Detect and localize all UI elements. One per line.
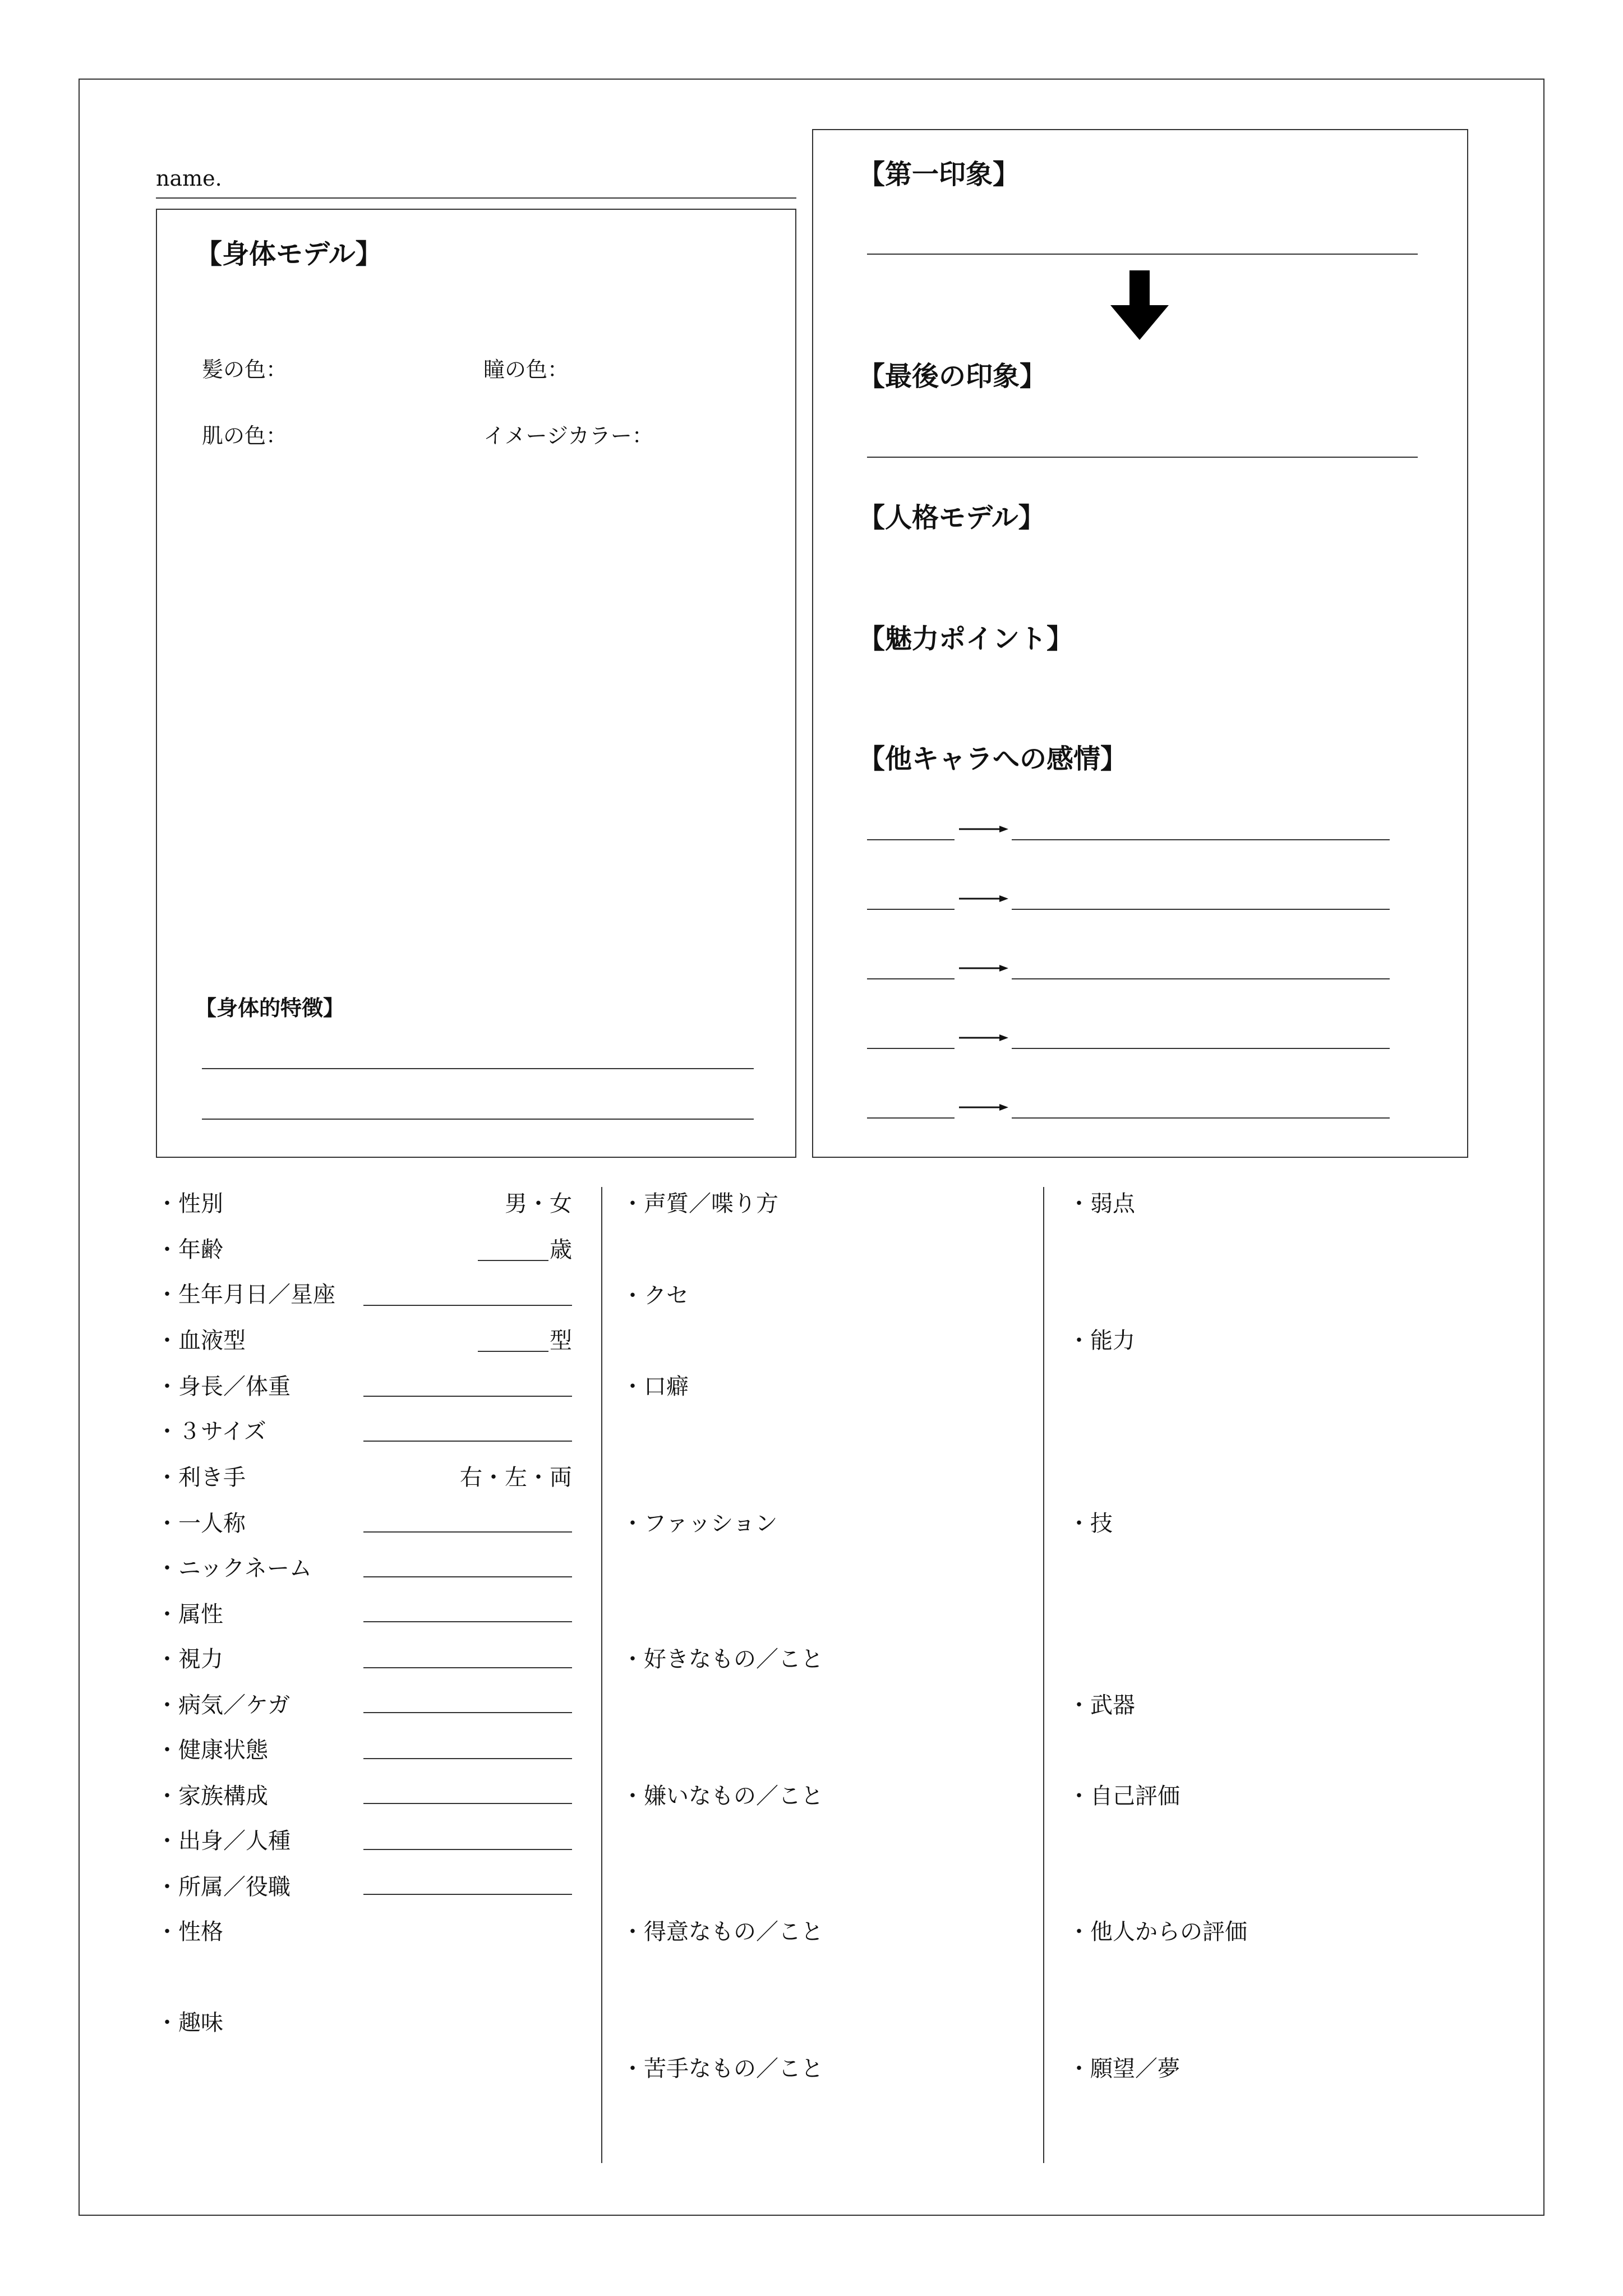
nickname-label: ・ニックネーム [156, 1556, 312, 1581]
dominant-hand-value[interactable]: 右・左・両 [460, 1465, 572, 1490]
relation-feeling-line[interactable] [1012, 1048, 1390, 1049]
catchphrase-label: ・口癖 [621, 1374, 689, 1400]
right-arrow-icon [959, 1102, 1008, 1113]
dislikes-label: ・嫌いなもの／こと [621, 1783, 823, 1809]
personality-label: ・性格 [156, 1919, 223, 1945]
relation-name-line[interactable] [867, 839, 955, 840]
health-label: ・健康状態 [156, 1737, 268, 1763]
relation-feeling-line[interactable] [1012, 978, 1390, 979]
likes-label: ・好きなもの／こと [621, 1646, 823, 1672]
technique-label: ・技 [1068, 1511, 1113, 1536]
relation-row [867, 823, 1394, 840]
illness-injury-input-line[interactable] [363, 1712, 572, 1713]
last-impression-line[interactable] [867, 457, 1418, 458]
blood-type-label: ・血液型 [156, 1328, 246, 1354]
first-impression-title: 【第一印象】 [858, 159, 1020, 190]
column-divider [1043, 1187, 1044, 2163]
eyesight-input-line[interactable] [363, 1667, 572, 1668]
illness-injury-label: ・病気／ケガ [156, 1692, 291, 1718]
hobby-label: ・趣味 [156, 2010, 223, 2036]
affiliation-label: ・所属／役職 [156, 1874, 291, 1900]
attribute-label: ・属性 [156, 1602, 223, 1627]
origin-race-label: ・出身／人種 [156, 1828, 291, 1854]
age-suffix: 歳 [550, 1237, 572, 1263]
down-arrow-icon [1110, 270, 1169, 340]
last-impression-title: 【最後の印象】 [858, 361, 1047, 392]
three-sizes-label: ・３サイズ [156, 1419, 266, 1444]
right-arrow-icon [959, 893, 1008, 904]
relation-row [867, 1032, 1394, 1049]
gender-label: ・性別 [156, 1191, 223, 1217]
relation-row [867, 963, 1394, 979]
height-weight-input-line[interactable] [363, 1396, 572, 1397]
name-input-line[interactable] [156, 197, 796, 199]
relation-feeling-line[interactable] [1012, 909, 1390, 910]
good-at-label: ・得意なもの／こと [621, 1919, 823, 1945]
blood-type-input-line[interactable] [478, 1351, 548, 1352]
physical-features-line[interactable] [202, 1068, 754, 1069]
skin-color-label: 肌の色： [202, 424, 288, 448]
gender-value[interactable]: 男・女 [505, 1191, 572, 1217]
relation-row [867, 1102, 1394, 1119]
physical-features-line[interactable] [202, 1119, 754, 1120]
attribute-input-line[interactable] [363, 1621, 572, 1622]
first-person-input-line[interactable] [363, 1531, 572, 1533]
others-evaluation-label: ・他人からの評価 [1068, 1919, 1247, 1945]
wish-dream-label: ・願望／夢 [1068, 2056, 1180, 2082]
three-sizes-input-line[interactable] [363, 1441, 572, 1442]
feelings-others-title: 【他キャラへの感情】 [858, 743, 1128, 775]
self-evaluation-label: ・自己評価 [1068, 1783, 1180, 1809]
column-divider [601, 1187, 602, 2163]
height-weight-label: ・身長／体重 [156, 1374, 291, 1400]
image-color-label: イメージカラー： [483, 424, 653, 448]
personality-model-title: 【人格モデル】 [858, 502, 1045, 533]
name-label: name. [156, 166, 222, 191]
first-impression-line[interactable] [867, 254, 1418, 255]
birthday-label: ・生年月日／星座 [156, 1282, 335, 1308]
health-input-line[interactable] [363, 1758, 572, 1759]
family-input-line[interactable] [363, 1803, 572, 1804]
relation-name-line[interactable] [867, 1117, 955, 1119]
eyesight-label: ・視力 [156, 1646, 223, 1672]
age-input-line[interactable] [478, 1260, 548, 1261]
relation-row [867, 893, 1394, 910]
voice-speech-label: ・声質／喋り方 [621, 1191, 778, 1217]
dominant-hand-label: ・利き手 [156, 1465, 246, 1490]
habit-label: ・クセ [621, 1283, 689, 1309]
relation-feeling-line[interactable] [1012, 1117, 1390, 1119]
body-model-title: 【身体モデル】 [195, 238, 382, 270]
relation-feeling-line[interactable] [1012, 839, 1390, 840]
right-arrow-icon [959, 823, 1008, 835]
fashion-label: ・ファッション [621, 1511, 778, 1536]
first-person-label: ・一人称 [156, 1511, 246, 1536]
age-label: ・年齢 [156, 1237, 223, 1263]
relation-name-line[interactable] [867, 1048, 955, 1049]
right-arrow-icon [959, 963, 1008, 974]
relation-name-line[interactable] [867, 978, 955, 979]
physical-features-title: 【身体的特徴】 [195, 995, 345, 1020]
blood-type-suffix: 型 [550, 1328, 572, 1354]
origin-race-input-line[interactable] [363, 1849, 572, 1850]
nickname-input-line[interactable] [363, 1576, 572, 1577]
relation-name-line[interactable] [867, 909, 955, 910]
ability-label: ・能力 [1068, 1328, 1135, 1354]
weapon-label: ・武器 [1068, 1692, 1135, 1718]
impressions-box [812, 129, 1468, 1158]
bad-at-label: ・苦手なもの／こと [621, 2056, 823, 2082]
body-model-box [156, 209, 796, 1158]
family-label: ・家族構成 [156, 1783, 268, 1809]
birthday-input-line[interactable] [363, 1305, 572, 1306]
right-arrow-icon [959, 1032, 1008, 1043]
charm-points-title: 【魅力ポイント】 [858, 623, 1074, 655]
eye-color-label: 瞳の色： [483, 357, 569, 382]
weakness-label: ・弱点 [1068, 1191, 1135, 1217]
hair-color-label: 髪の色： [202, 357, 288, 382]
affiliation-input-line[interactable] [363, 1894, 572, 1895]
